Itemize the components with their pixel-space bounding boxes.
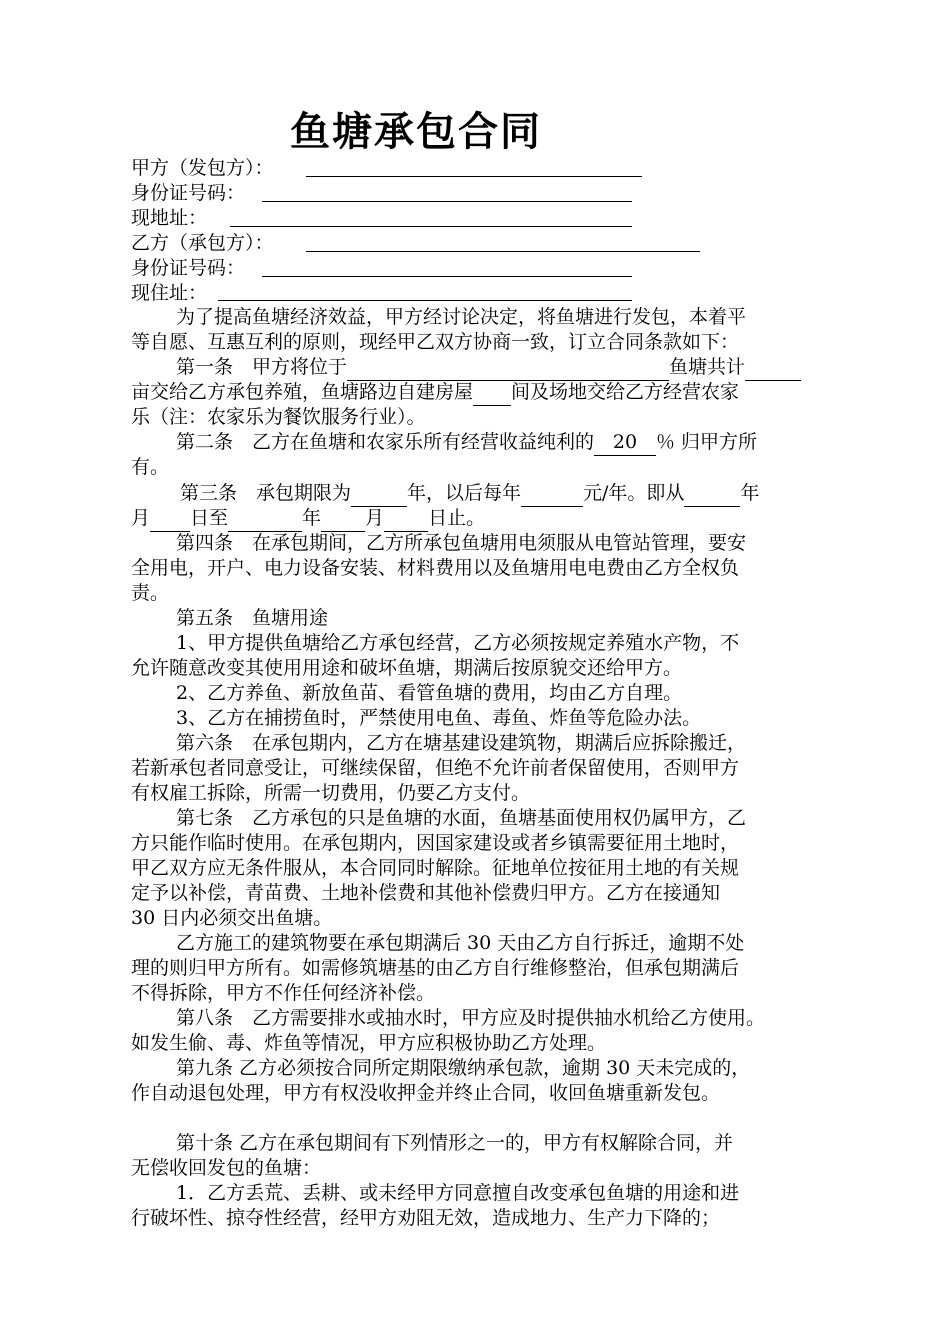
article-7-line-2: 方只能作临时使用。在承包期内，因国家建设或者乡镇需要征用土地时， [131, 832, 740, 854]
article-3-line-1 [180, 481, 759, 507]
party-b-blank[interactable] [306, 251, 700, 252]
party-b-label: 乙方（承包方）： [131, 232, 274, 254]
article-1-part-a: 第一条 甲方将位于 [176, 356, 348, 378]
end-month-blank[interactable] [321, 506, 365, 532]
article-8-line-2: 如发生偷、毒、炸鱼等情况，甲方应积极协助乙方处理。 [131, 1032, 607, 1054]
article-10-line-1: 第十条 乙方在承包期间有下列情形之一的，甲方有权解除合同，并 [176, 1132, 734, 1154]
article-1-line-1 [176, 355, 801, 381]
party-b-address-label: 现住址： [131, 282, 208, 304]
article-7-line-5: 30 日内必须交出鱼塘。 [131, 907, 333, 929]
article-6-line-1: 第六条 在承包期内，乙方在塘基建设建筑物，期满后应拆除搬迁， [176, 732, 747, 754]
area-blank[interactable] [745, 355, 801, 381]
party-a-id-row [131, 181, 245, 206]
article-3-part-c: 元/年。即从 [583, 482, 685, 504]
start-year-blank[interactable] [684, 481, 740, 507]
article-10-line-2: 无偿收回发包的鱼塘： [131, 1157, 322, 1179]
article-2-line-1 [176, 430, 757, 456]
party-a-id-blank[interactable] [262, 201, 632, 202]
article-2-part-b: ％ 归甲方所 [656, 431, 758, 453]
location-blank[interactable] [347, 355, 669, 381]
intro-line-1: 为了提高鱼塘经济效益，甲方经讨论决定，将鱼塘进行发包，本着平 [176, 306, 747, 328]
article-7-para-2-line-1: 乙方施工的建筑物要在承包期满后 30 天由乙方自行拆迁，逾期不处 [176, 932, 745, 954]
article-1-line-3: 乐（注：农家乐为餐饮服务行业）。 [131, 406, 426, 428]
article-3-part-d: 年 [740, 482, 760, 504]
article-5-item-1-line-2: 允许随意改变其使用用途和破坏鱼塘，期满后按原貌交还给甲方。 [131, 657, 683, 679]
article-6-line-2: 若新承包者同意受让，可继续保留，但绝不允许前者保留使用，否则甲方 [131, 757, 740, 779]
article-3-part-g: 年 [302, 507, 322, 529]
party-a-row [131, 156, 274, 181]
party-b-address-row [131, 281, 207, 306]
party-a-blank[interactable] [306, 176, 642, 177]
article-2-part-a: 第二条 乙方在鱼塘和农家乐所有经营收益纯利的 [176, 431, 595, 453]
article-2-line-2: 有。 [131, 456, 170, 478]
article-3-part-i: 日止。 [428, 507, 486, 529]
end-year-blank[interactable] [228, 506, 302, 532]
article-1-line-2 [131, 380, 739, 406]
party-b-id-blank[interactable] [262, 276, 632, 277]
article-7-para-2-line-2: 理的则归甲方所有。如需修筑塘基的由乙方自行维修整治，但承包期满后 [131, 957, 740, 979]
article-3-part-f: 日至 [190, 507, 229, 529]
article-3-part-a: 第三条 承包期限为 [180, 482, 352, 504]
party-b-row [131, 231, 274, 256]
article-3-line-2 [131, 506, 485, 532]
rooms-blank[interactable] [473, 380, 511, 406]
article-5-item-2: 2、乙方养鱼、新放鱼苗、看管鱼塘的费用，均由乙方自理。 [176, 682, 683, 704]
article-9-line-1: 第九条 乙方必须按合同所定期限缴纳承包款，逾期 30 天未完成的， [176, 1057, 751, 1079]
party-a-id-label: 身份证号码： [131, 182, 246, 204]
end-day-blank[interactable] [384, 506, 428, 532]
article-5-item-1-line-1: 1、甲方提供鱼塘给乙方承包经营，乙方必须按规定养殖水产物，不 [176, 632, 740, 654]
profit-percent[interactable]: 20 [594, 430, 656, 456]
article-5-heading: 第五条 鱼塘用途 [176, 607, 329, 629]
party-a-address-row [131, 206, 207, 231]
party-a-address-label: 现地址： [131, 207, 208, 229]
article-10-item-1-line-2: 行破坏性、掠夺性经营，经甲方劝阻无效，造成地力、生产力下降的； [131, 1207, 721, 1229]
article-8-line-1: 第八条 乙方需要排水或抽水时，甲方应及时提供抽水机给乙方使用。 [176, 1007, 766, 1029]
article-7-para-2-line-3: 不得拆除，甲方不作任何经济补偿。 [131, 982, 436, 1004]
party-a-label: 甲方（发包方）： [131, 157, 274, 179]
article-7-line-4: 定予以补偿，青苗费、土地补偿费和其他补偿费归甲方。乙方在接通知 [131, 882, 721, 904]
article-4-line-1: 第四条 在承包期间，乙方所承包鱼塘用电须服从电管站管理，要安 [176, 532, 747, 554]
article-9-line-2: 作自动退包处理，甲方有权没收押金并终止合同，收回鱼塘重新发包。 [131, 1082, 721, 1104]
party-b-id-row [131, 256, 245, 281]
document-title: 鱼塘承包合同 [290, 109, 542, 155]
article-1-part-b: 鱼塘共计 [669, 356, 746, 378]
article-4-line-2: 全用电，开户、电力设备安装、材料费用以及鱼塘用电电费由乙方全权负 [131, 557, 740, 579]
start-month-blank[interactable] [150, 506, 190, 532]
article-1-part-c: 亩交给乙方承包养殖，鱼塘路边自建房屋 [131, 381, 474, 403]
article-3-part-e: 月 [131, 507, 151, 529]
term-years-blank[interactable] [351, 481, 407, 507]
annual-fee-blank[interactable] [521, 481, 583, 507]
article-4-line-3: 责。 [131, 582, 170, 604]
party-b-address-blank[interactable] [218, 300, 632, 301]
article-5-item-3: 3、乙方在捕捞鱼时，严禁使用电鱼、毒鱼、炸鱼等危险办法。 [176, 707, 702, 729]
article-3-part-h: 月 [365, 507, 385, 529]
article-10-item-1-line-1: 1．乙方丢荒、丢耕、或未经甲方同意擅自改变承包鱼塘的用途和进 [176, 1182, 740, 1204]
intro-line-2: 等自愿、互惠互利的原则，现经甲乙双方协商一致，订立合同条款如下： [131, 331, 740, 353]
party-b-id-label: 身份证号码： [131, 257, 246, 279]
article-1-part-d: 间及场地交给乙方经营农家 [511, 381, 740, 403]
article-7-line-3: 甲乙双方应无条件服从，本合同同时解除。征地单位按征用土地的有关规 [131, 857, 740, 879]
article-3-part-b: 年，以后每年 [407, 482, 522, 504]
article-6-line-3: 有权雇工拆除，所需一切费用，仍要乙方支付。 [131, 782, 531, 804]
party-a-address-blank[interactable] [230, 226, 632, 227]
article-7-line-1: 第七条 乙方承包的只是鱼塘的水面，鱼塘基面使用权仍属甲方，乙 [176, 807, 747, 829]
